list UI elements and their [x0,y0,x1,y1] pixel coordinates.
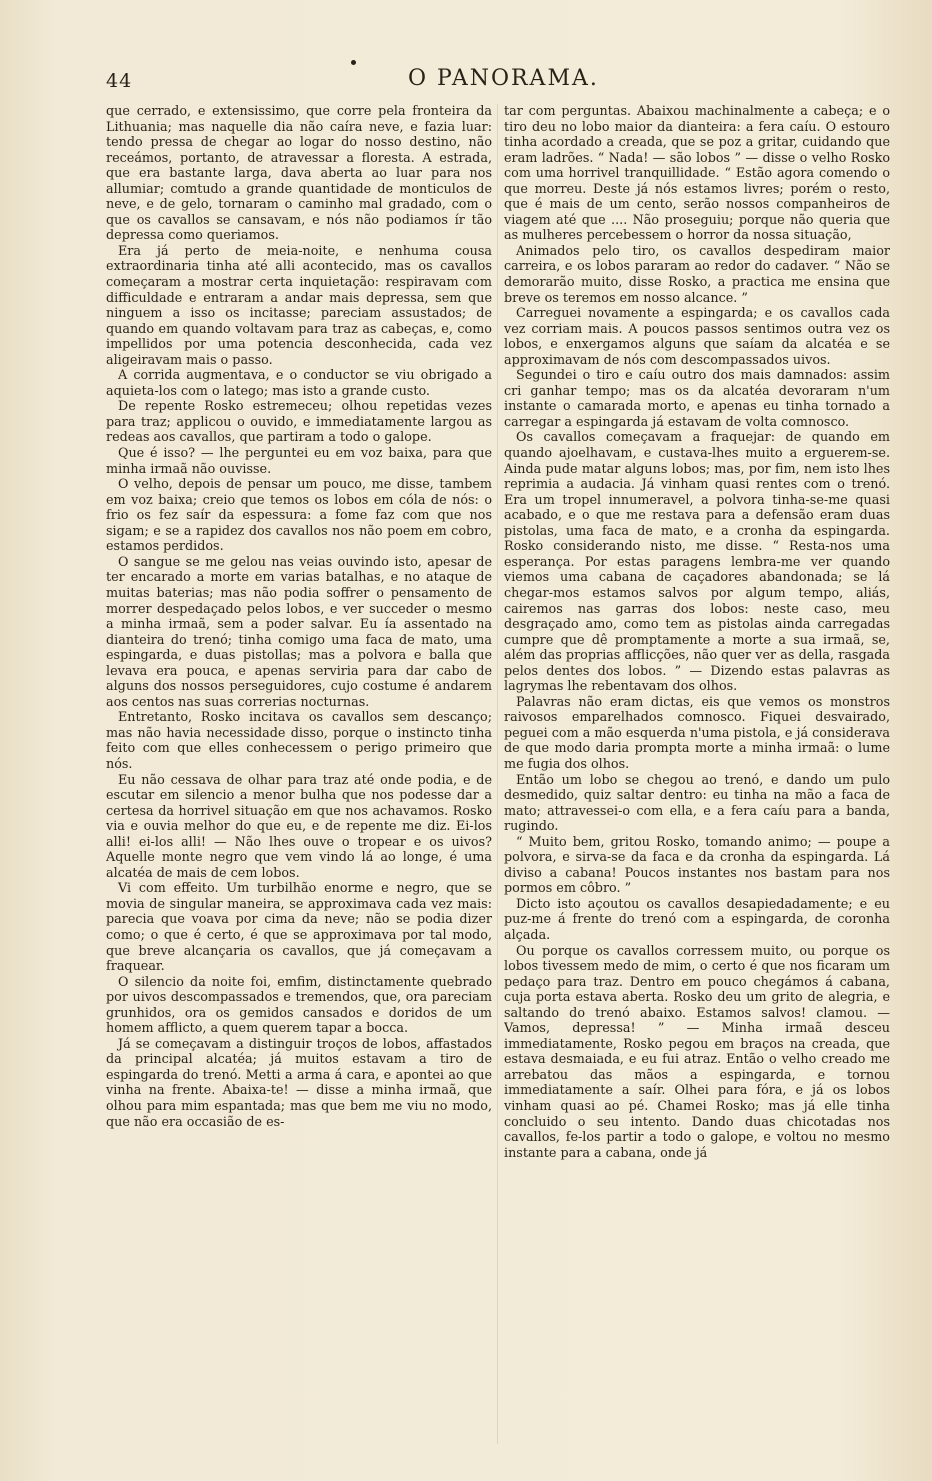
paragraph: “ Muito bem, gritou Rosko, tomando animo; — poupe a polvora, e sirva-se da faca e da cronha da espingarda. Lá diviso a cabana! Poucos instantes nos bastam para nos pormos em côbro. ” [504,834,890,897]
paragraph: que cerrado, e extensissimo, que corre pela fronteira da Lithuania; mas naquelle dia não caíra neve, e fazia luar: tendo pressa de chegar ao logar do nosso destino, não receámos, portanto, de atravessar a floresta. A estrada, que era bastante larga, dava aberta ao luar para nos allumiar; comtudo a grande quantidade de monticulos de neve, e de gelo, tornaram o caminho mal gradado, com o que os cavallos se cansavam, e nós não podiamos ír tão depressa como queriamos. [106,104,492,244]
paragraph: De repente Rosko estremeceu; olhou repetidas vezes para traz; applicou o ouvido, e immediatamente largou as redeas aos cavallos, que partiram a todo o galope. [106,399,492,446]
paragraph: Entretanto, Rosko incitava os cavallos sem descanço; mas não havia necessidade disso, porque o instincto tinha feito com que elles conhecessem o perigo primeiro que nós. [106,710,492,772]
paragraph: O velho, depois de pensar um pouco, me disse, tambem em voz baixa; creio que temos os lobos em cóla de nós: o frio os fez saír da espessura: a fome faz com que nos sigam; e se a rapidez dos cavallos nos não poem em cobro, estamos perdidos. [106,477,492,555]
paragraph: Já se começavam a distinguir troços de lobos, affastados da principal alcatéa; já muitos estavam a tiro de espingarda do trenó. Metti a arma á cara, e apontei ao que vinha na frente. Abaixa-te! — disse a minha irmaã, que olhou para mim espantada; mas que bem me viu no modo, que não era occasião de es- [106,1036,492,1130]
paragraph: Palavras não eram dictas, eis que vemos os monstros raivosos emparelhados comnosco. Fiquei desvairado, peguei com a mão esquerda n'uma pistola, e já considerava de que modo daria prompta morte a minha irmaã: o lume me fugia dos olhos. [504,694,890,772]
paragraph: A corrida augmentava, e o conductor se viu obrigado a aquieta-los com o latego; mas isto a grande custo. [106,368,492,399]
running-title: O PANORAMA. [408,66,599,91]
ornament-dot [351,60,356,65]
paragraph: Segundei o tiro e caíu outro dos mais damnados: assim cri ganhar tempo; mas os da alcatéa devoraram n'um instante o camarada morto, e apenas eu tinha tornado a carregar a espingarda já estavam de volta comnosco. [504,368,890,430]
paragraph: Ou porque os cavallos corressem muito, ou porque os lobos tivessem medo de mim, o certo é que nos ficaram um pedaço para traz. Dentro em pouco chegámos á cabana, cuja porta estava aberta. Rosko deu um grito de alegria, e saltando do trenó abaixo. Estamos salvos! clamou. — Vamos, depressa! ” — Minha irmaã desceu immediatamente, Rosko pegou em braços na creada, que estava desmaiada, e eu fui atraz. Então o velho creado me arrebatou das mãos a espingarda, e tornou immediatamente a saír. Olhei para fóra, e já os lobos vinham quasi ao pé. Chamei Rosko; mas já elle tinha concluido o seu intento. Dando duas chicotadas nos cavallos, fe-los partir a todo o galope, e voltou no mesmo instante para a cabana, onde já [504,943,890,1161]
paragraph: Então um lobo se chegou ao trenó, e dando um pulo desmedido, quiz saltar dentro: eu tinha na mão a faca de mato; attravessei-o com ella, e a fera caíu para a banda, rugindo. [504,772,890,835]
paragraph: Carreguei novamente a espingarda; e os cavallos cada vez corriam mais. A poucos passos sentimos outra vez os lobos, e enxergamos alguns que saíam da alcatéa e se approximavam de nós com descompassados uivos. [504,306,890,368]
paragraph: Que é isso? — lhe perguntei eu em voz baixa, para que minha irmaã não ouvisse. [106,446,492,477]
paragraph: Eu não cessava de olhar para traz até onde podia, e de escutar em silencio a menor bulha que nos podesse dar a certesa da horrivel situação em que nos achavamos. Rosko via e ouvia melhor do que eu, e de repente me diz. Ei-los alli! ei-los alli! — Não lhes ouve o tropear e os uivos? Aquelle monte negro que vem vindo lá ao longe, é uma alcatéa de mais de cem lobos. [106,772,492,881]
paragraph: Era já perto de meia-noite, e nenhuma cousa extraordinaria tinha até alli acontecido, mas os cavallos começaram a mostrar certa inquietação: respiravam com difficuldade e entraram a andar mais depressa, sem que ninguem a isso os incitasse; pareciam assustados; de quando em quando voltavam para traz as cabeças, e, como impellidos por uma potencia desconhecida, cada vez aligeiravam mais o passo. [106,243,492,368]
paragraph: Os cavallos começavam a fraquejar: de quando em quando ajoelhavam, e custava-lhes muito a erguerem-se. Ainda pude matar alguns lobos; mas, por fim, nem isto lhes reprimia a audacia. Já vinham quasi rentes com o trenó. Era um tropel innumeravel, a polvora tinha-se-me quasi acabado, e o que me restava para a defensão eram duas pistolas, uma faca de mato, e a cronha da espingarda. Rosko considerando nisto, me disse. “ Resta-nos uma esperança. Por estas paragens lembra-me ver quando viemos uma cabana de caçadores abandonada; se lá chegar-mos estamos salvos por algum tempo, aliás, cairemos nas garras dos lobos: neste caso, meu desgraçado amo, como tem as pistolas ainda carregadas cumpre que dê promptamente a morte a sua irmaã, se, além das proprias afflicções, não quer ver as della, rasgada pelos dentes dos lobos. ” — Dizendo estas palavras as lagrymas lhe rebentavam dos olhos. [504,430,890,695]
column-divider [497,104,498,1444]
paragraph: tar com perguntas. Abaixou machinalmente a cabeça; e o tiro deu no lobo maior da dianteira: a fera caíu. O estouro tinha acordado a creada, que se poz a gritar, cuidando que eram ladrões. “ Nada! — são lobos ” — disse o velho Rosko com uma horrivel tranquillidade. “ Estão agora comendo o que morreu. Deste já nós estamos livres; porém o resto, que é mais de um cento, serão nossos companheiros de viagem até que .... Não proseguiu; porque não queria que as mulheres percebessem o horror da nossa situação, [504,104,890,244]
paragraph: Vi com effeito. Um turbilhão enorme e negro, que se movia de singular maneira, se approximava cada vez mais: parecia que voava por cima da neve; não se podia dizer como; o que é certo, é que se approximava por tal modo, que breve alcançaria os cavallos, que já começavam a fraquear. [106,881,492,975]
paragraph: Dicto isto açoutou os cavallos desapiedadamente; e eu puz-me á frente do trenó com a espingarda, de coronha alçada. [504,896,890,943]
paragraph: Animados pelo tiro, os cavallos despediram maior carreira, e os lobos pararam ao redor do cadaver. “ Não se demorarão muito, disse Rosko, a practica me ensina que breve os teremos em nosso alcance. ” [504,243,890,306]
left-column [106,104,492,1450]
right-column [504,104,890,1450]
page-number: 44 [106,70,133,92]
paragraph: O silencio da noite foi, emfim, distinctamente quebrado por uivos descompassados e tremendos, que, ora pareciam grunhidos, ora os gemidos cansados e doridos de um homem afflicto, a quem querem tapar a bocca. [106,974,492,1037]
paragraph: O sangue se me gelou nas veias ouvindo isto, apesar de ter encarado a morte em varias batalhas, e no ataque de muitas baterias; mas não podia soffrer o pensamento de morrer despedaçado pelos lobos, e ver succeder o mesmo a minha irmaã, sem a poder salvar. Eu ía assentado na dianteira do trenó; tinha comigo uma faca de mato, uma espingarda, e duas pistollas; mas a polvora e balla que levava era pouca, e apenas serviria para dar cabo de alguns dos nossos perseguidores, cujo costume é andarem aos centos nas suas correrias nocturnas. [106,554,492,710]
